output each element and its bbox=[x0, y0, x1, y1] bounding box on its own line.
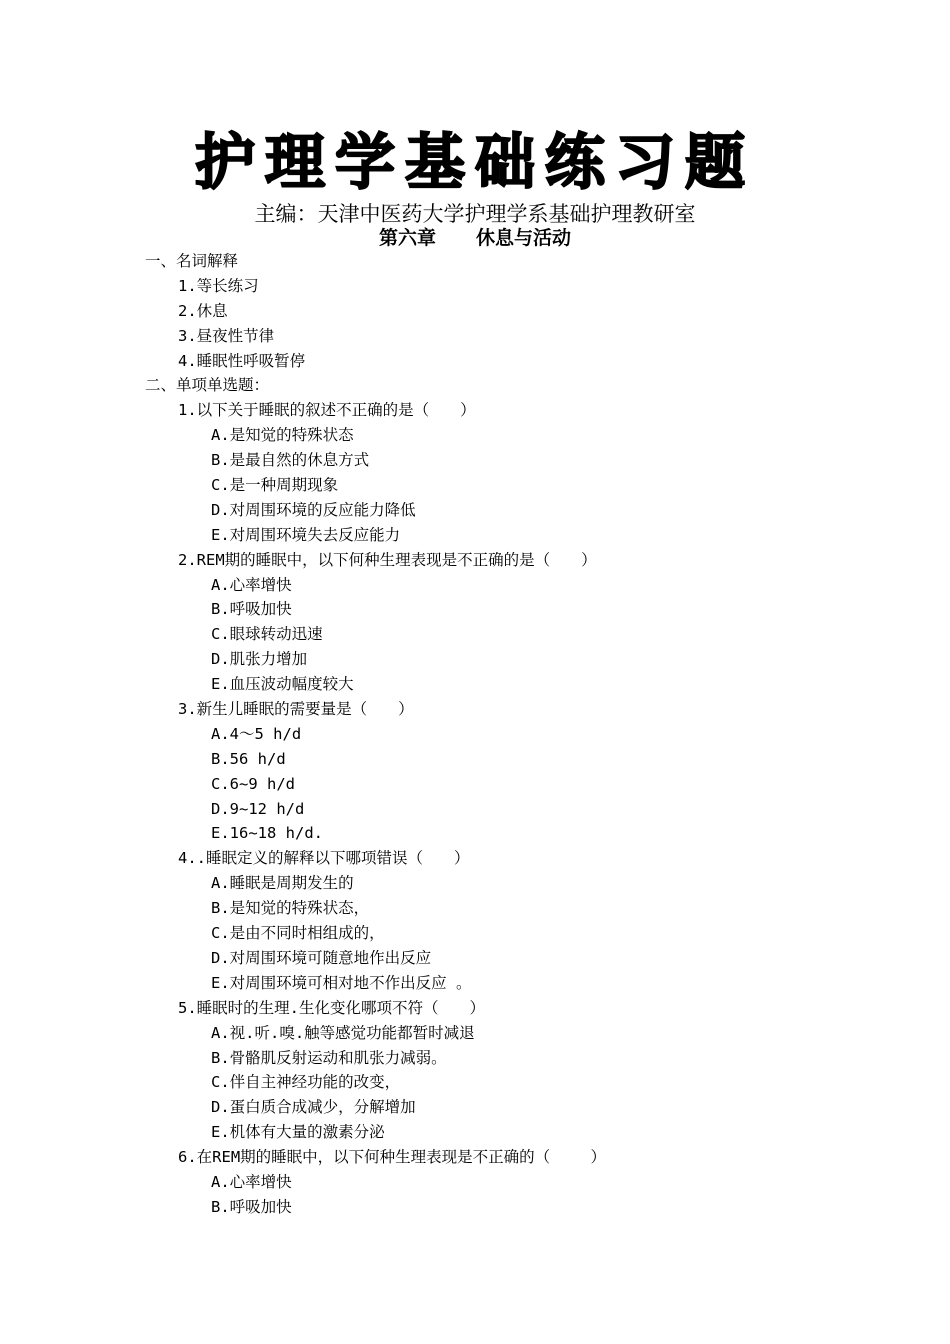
question-stem: 1.以下关于睡眠的叙述不正确的是（ ） bbox=[178, 401, 476, 420]
answer-option: A.是知觉的特殊状态 bbox=[211, 426, 354, 445]
answer-option: B.是知觉的特殊状态， bbox=[211, 899, 370, 918]
term-item: 3.昼夜性节律 bbox=[178, 326, 275, 345]
answer-option: B.是最自然的休息方式 bbox=[211, 451, 370, 470]
chapter-number: 第六章 bbox=[378, 227, 436, 249]
question-stem: 4..睡眠定义的解释以下哪项错误（ ） bbox=[178, 849, 470, 868]
answer-option: E.对周围环境失去反应能力 bbox=[211, 525, 401, 544]
answer-option: A.4～5 h/d bbox=[211, 724, 302, 743]
term-item: 1.等长练习 bbox=[178, 276, 259, 295]
answer-option: B.骨骼肌反射运动和肌张力减弱。 bbox=[211, 1048, 447, 1067]
answer-option: D.肌张力增加 bbox=[211, 650, 308, 669]
question-stem: 3.新生儿睡眠的需要量是（ ） bbox=[178, 700, 414, 719]
question-stem: 5.睡眠时的生理.生化变化哪项不符（ ） bbox=[178, 998, 485, 1017]
answer-option: E.血压波动幅度较大 bbox=[211, 675, 354, 694]
term-item: 4.睡眠性呼吸暂停 bbox=[178, 351, 306, 370]
answer-option: E.机体有大量的激素分泌 bbox=[211, 1123, 385, 1142]
term-item: 2.休息 bbox=[178, 301, 228, 320]
question-stem: 2.REM期的睡眠中，以下何种生理表现是不正确的是（ ） bbox=[178, 550, 597, 569]
chapter-heading bbox=[0, 226, 950, 250]
answer-option: E.16~18 h/d. bbox=[211, 824, 323, 843]
answer-option: D.对周围环境的反应能力降低 bbox=[211, 500, 416, 519]
answer-option: D.蛋白质合成减少，分解增加 bbox=[211, 1098, 416, 1117]
editor-line: 主编：天津中医药大学护理学系基础护理教研室 bbox=[254, 202, 696, 226]
document-title: 护理学基础练习题 bbox=[195, 128, 755, 198]
exercise-content bbox=[0, 249, 950, 1220]
answer-option: E.对周围环境可相对地不作出反应 。 bbox=[211, 973, 472, 992]
section-heading: 二、单项单选题： bbox=[145, 376, 270, 395]
answer-option: C.是由不同时相组成的， bbox=[211, 924, 385, 943]
answer-option: A.睡眠是周期发生的 bbox=[211, 874, 354, 893]
answer-option: C.是一种周期现象 bbox=[211, 476, 339, 495]
answer-option: C.眼球转动迅速 bbox=[211, 625, 323, 644]
answer-option: A.心率增快 bbox=[211, 575, 292, 594]
chapter-title: 休息与活动 bbox=[476, 227, 572, 249]
answer-option: A.视.听.嗅.触等感觉功能都暂时减退 bbox=[211, 1023, 475, 1042]
answer-option: A.心率增快 bbox=[211, 1172, 292, 1191]
answer-option: C.伴自主神经功能的改变， bbox=[211, 1073, 401, 1092]
answer-option: B.呼吸加快 bbox=[211, 600, 292, 619]
answer-option: C.6~9 h/d bbox=[211, 774, 295, 793]
answer-option: D.9~12 h/d bbox=[211, 799, 305, 818]
answer-option: B.呼吸加快 bbox=[211, 1197, 292, 1216]
answer-option: D.对周围环境可随意地作出反应 bbox=[211, 948, 432, 967]
section-heading: 一、名词解释 bbox=[145, 252, 239, 270]
question-stem: 6.在REM期的睡眠中，以下何种生理表现是不正确的（ ） bbox=[178, 1148, 606, 1167]
answer-option: B.56 h/d bbox=[211, 749, 286, 768]
